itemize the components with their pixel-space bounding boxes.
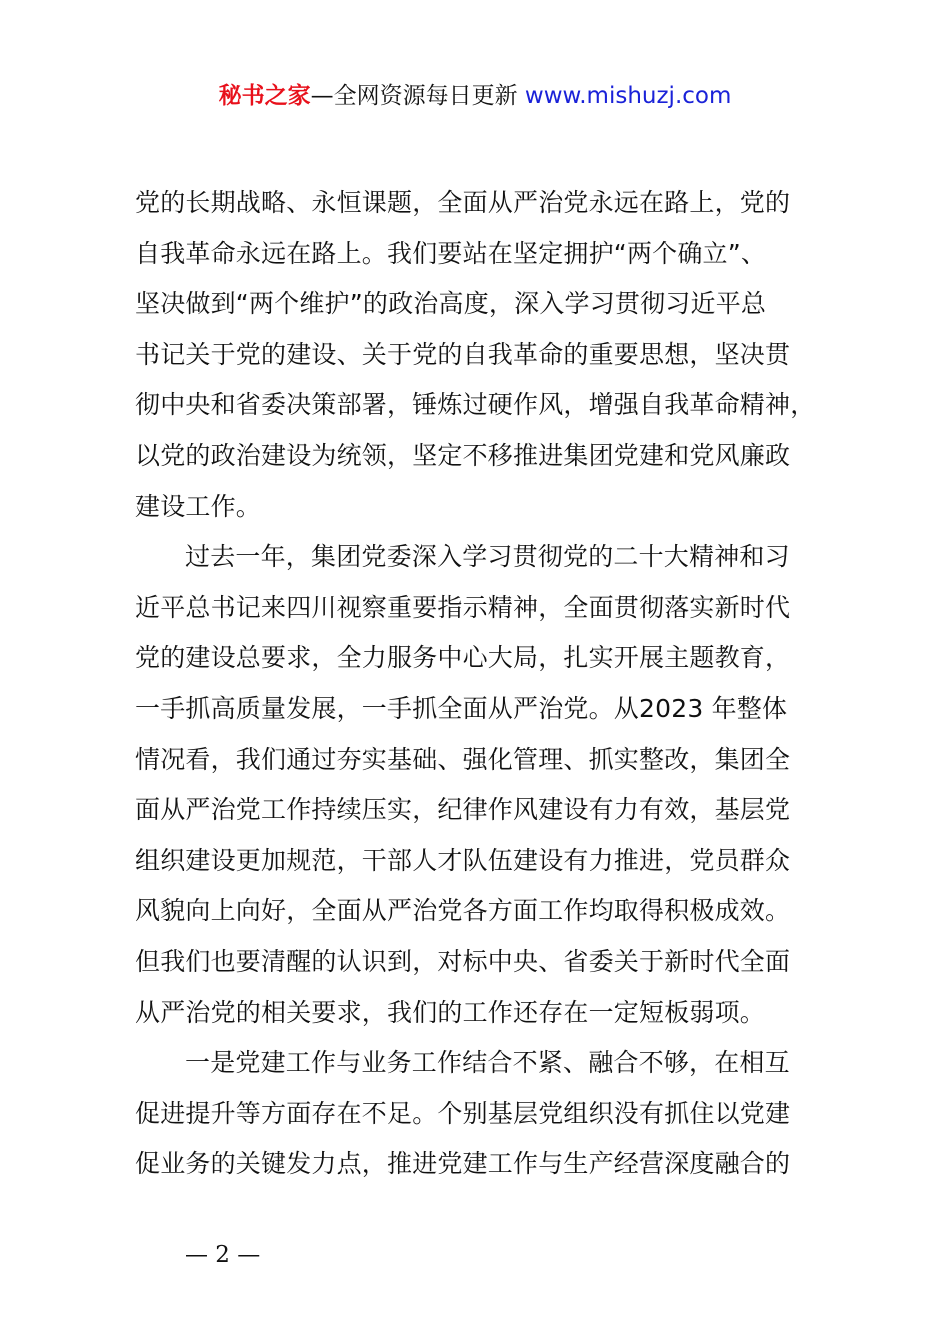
text-line: 促进提升等方面存在不足。个别基层党组织没有抓住以党建 bbox=[135, 1098, 791, 1128]
text-line: 党的建设总要求，全力服务中心大局，扎实开展主题教育， bbox=[135, 643, 791, 673]
text-line: 建设工作。 bbox=[135, 491, 262, 521]
text-line: 组织建设更加规范，干部人才队伍建设有力推进，党员群众 bbox=[135, 845, 791, 875]
text-line: 近平总书记来四川视察重要指示精神，全面贯彻落实新时代 bbox=[135, 592, 791, 622]
text-line: 但我们也要清醒的认识到，对标中央、省委关于新时代全面 bbox=[135, 946, 791, 976]
text-line: 情况看，我们通过夯实基础、强化管理、抓实整改，集团全 bbox=[135, 744, 791, 774]
text-line: 面从严治党工作持续压实，纪律作风建设有力有效，基层党 bbox=[135, 795, 791, 825]
text-line: 彻中央和省委决策部署，锤炼过硬作风，增强自我革命精神， bbox=[135, 390, 816, 420]
text-line: 党的长期战略、永恒课题，全面从严治党永远在路上，党的 bbox=[135, 188, 791, 217]
text-line: 自我革命永远在路上。我们要站在坚定拥护“两个确立”、 bbox=[135, 238, 767, 268]
text-line: 坚决做到“两个维护”的政治高度，深入学习贯彻习近平总 bbox=[135, 289, 767, 319]
text-line: 风貌向上向好，全面从严治党各方面工作均取得积极成效。 bbox=[135, 896, 791, 926]
text-line: 过去一年，集团党委深入学习贯彻党的二十大精神和习 bbox=[185, 542, 790, 572]
text-line: 促业务的关键发力点，推进党建工作与生产经营深度融合的 bbox=[135, 1149, 791, 1179]
text-line: 一手抓高质量发展，一手抓全面从严治党。从2023 年整体 bbox=[135, 693, 788, 723]
text-line: 从严治党的相关要求，我们的工作还存在一定短板弱项。 bbox=[135, 997, 766, 1027]
text-line: 书记关于党的建设、关于党的自我革命的重要思想，坚决贯 bbox=[135, 339, 791, 369]
document-body bbox=[135, 178, 835, 1190]
text-line: 以党的政治建设为统领，坚定不移推进集团党建和党风廉政 bbox=[135, 440, 791, 470]
text-line: 一是党建工作与业务工作结合不紧、融合不够，在相互 bbox=[185, 1048, 790, 1078]
header-tagline: —全网资源每日更新 bbox=[310, 83, 525, 109]
site-url-link[interactable]: www.mishuzj.com bbox=[524, 83, 732, 109]
brand-name: 秘书之家 bbox=[218, 83, 311, 109]
site-header bbox=[0, 80, 950, 112]
page-number: — 2 — bbox=[185, 1242, 261, 1268]
